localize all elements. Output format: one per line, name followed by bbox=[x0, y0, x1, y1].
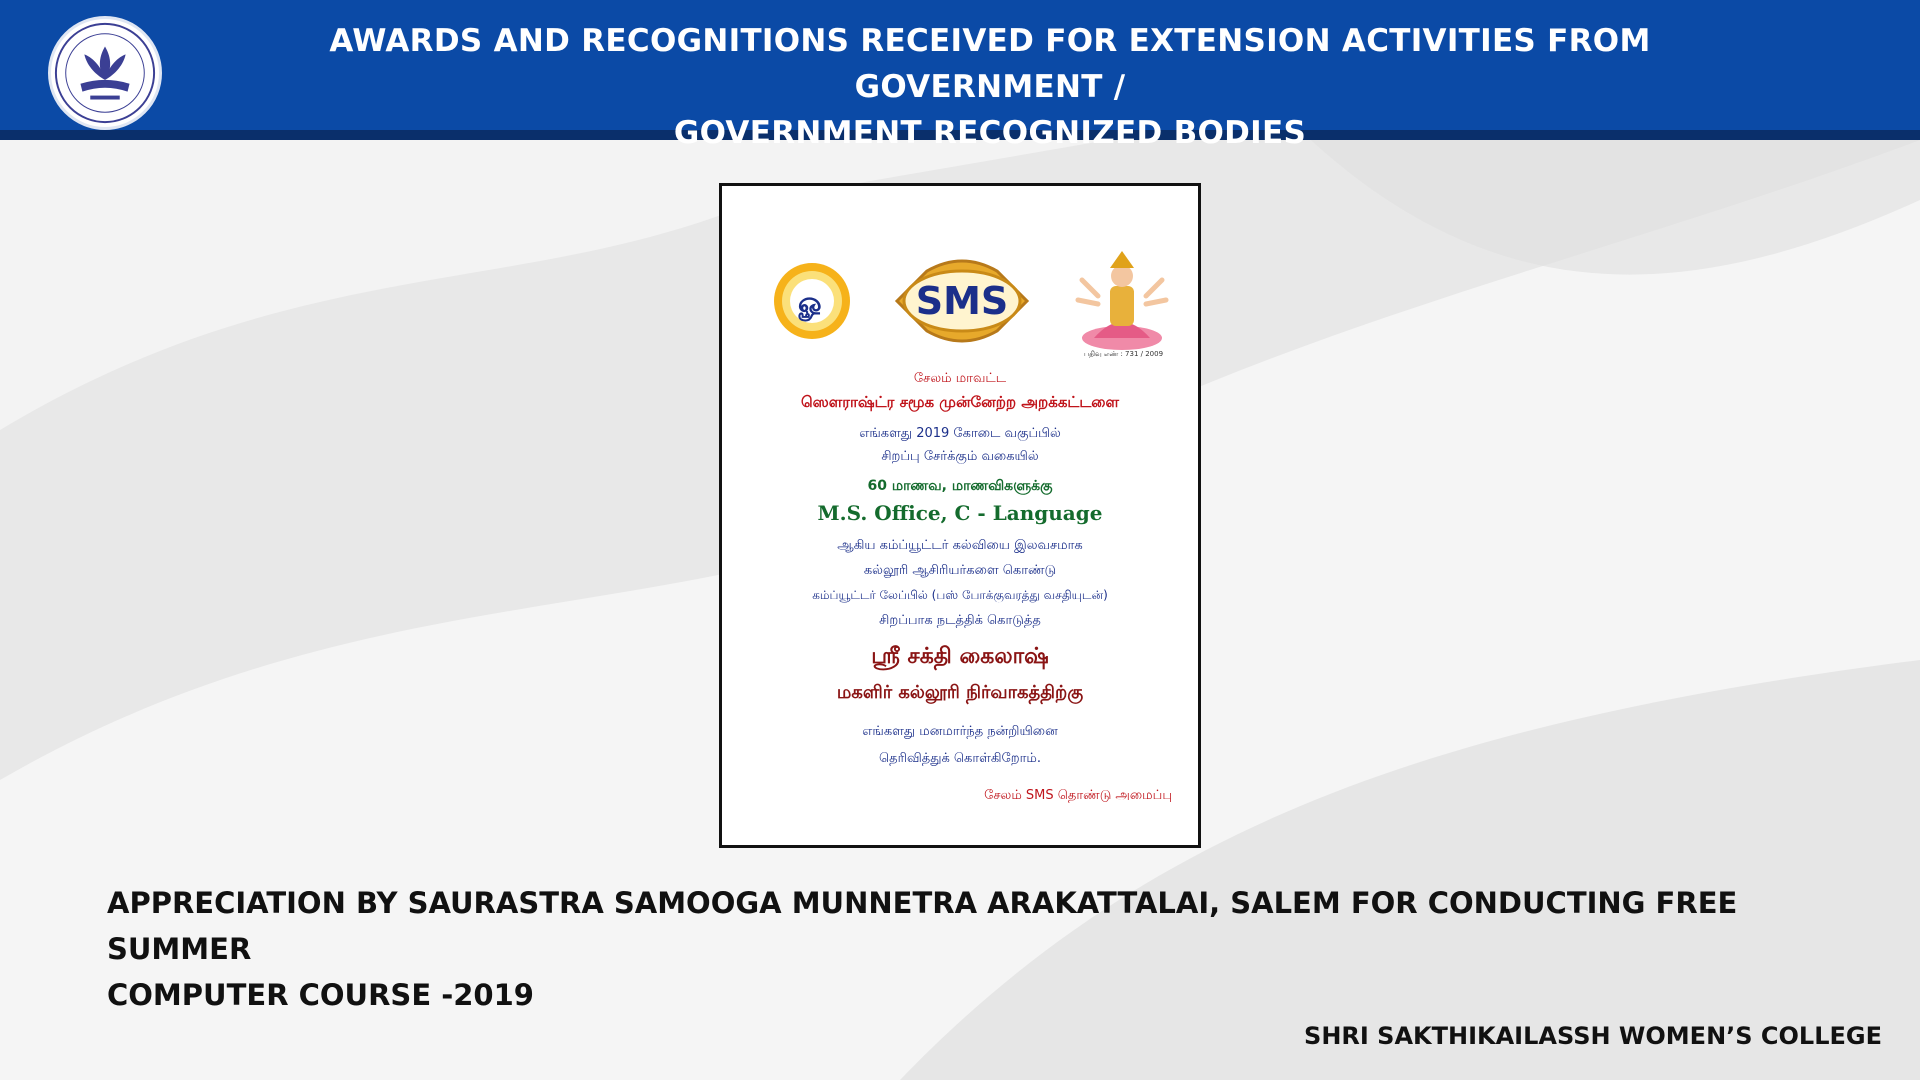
poster-line-courses: M.S. Office, C - Language bbox=[817, 501, 1103, 525]
poster-line-8: தெரிவித்துக் கொள்கிறோம். bbox=[879, 751, 1041, 766]
page-title bbox=[230, 18, 1750, 156]
poster-line-students: 60 மாணவ, மாணவிகளுக்கு bbox=[867, 478, 1053, 494]
poster-line-college: ஸ்ரீ சக்தி கைலாஷ் bbox=[871, 644, 1049, 669]
appreciation-poster bbox=[719, 183, 1201, 848]
poster-line-5: கம்ப்யூட்டர் லேப்பில் (பஸ் போக்குவரத்து வசதியுடன்) bbox=[812, 588, 1108, 602]
sms-emblem-text: SMS bbox=[915, 279, 1009, 323]
college-name-footer: SHRI SAKTHIKAILASSH WOMEN’S COLLEGE bbox=[1304, 1022, 1882, 1050]
poster-line-2: சிறப்பு சேர்க்கும் வகையில் bbox=[881, 449, 1039, 464]
om-symbol: ௐ bbox=[798, 286, 826, 319]
poster-line-7: எங்களது மனமார்ந்த நன்றியினை bbox=[862, 724, 1058, 739]
poster-line-management: மகளிர் கல்லூரி நிர்வாகத்திற்கு bbox=[836, 682, 1084, 703]
poster-line-1: எங்களது 2019 கோடை வகுப்பில் bbox=[859, 426, 1061, 441]
appreciation-caption bbox=[107, 880, 1807, 1018]
title-line-1: AWARDS AND RECOGNITIONS RECEIVED FOR EXTENSION ACTIVITIES FROM GOVERNMENT / bbox=[329, 23, 1651, 105]
poster-line-district: சேலம் மாவட்ட bbox=[913, 371, 1007, 386]
poster-emblems bbox=[722, 246, 1198, 356]
poster-line-3: ஆகிய கம்ப்யூட்டர் கல்வியை இலவசமாக bbox=[837, 538, 1083, 553]
poster-line-4: கல்லூரி ஆசிரியர்களை கொண்டு bbox=[863, 563, 1057, 578]
caption-line-2: COMPUTER COURSE -2019 bbox=[107, 978, 534, 1012]
caption-line-1: APPRECIATION BY SAURASTRA SAMOOGA MUNNETRA ARAKATTALAI, SALEM FOR CONDUCTING FREE SUMMER bbox=[107, 886, 1738, 966]
poster-line-6: சிறப்பாக நடத்திக் கொடுத்த bbox=[879, 613, 1041, 628]
college-logo bbox=[48, 16, 162, 130]
poster-signature: சேலம் SMS தொண்டு அமைப்பு bbox=[984, 788, 1172, 803]
registration-number: பதிவு எண் : 731 / 2009 bbox=[1084, 350, 1164, 358]
poster-line-trust: ஸௌராஷ்ட்ர சமூக முன்னேற்ற அறக்கட்டளை bbox=[800, 393, 1120, 411]
header-bar bbox=[0, 0, 1920, 151]
sms-emblem-icon bbox=[897, 261, 1027, 341]
goddess-image-icon bbox=[1078, 251, 1166, 350]
title-line-2: GOVERNMENT RECOGNIZED BODIES bbox=[673, 115, 1307, 151]
sun-icon bbox=[774, 263, 850, 339]
lotus-emblem-icon bbox=[51, 19, 159, 127]
